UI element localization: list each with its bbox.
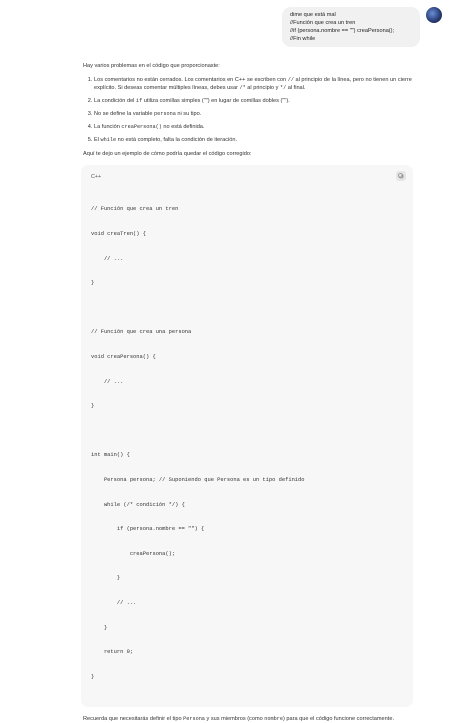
issue-text: no está definida. bbox=[161, 124, 205, 130]
user-avatar[interactable] bbox=[426, 7, 442, 23]
outro-text: y sus miembros (como bbox=[204, 716, 265, 723]
issue-item bbox=[94, 110, 413, 118]
code-block bbox=[81, 165, 413, 707]
issue-item bbox=[94, 76, 413, 92]
example-intro: Aquí te dejo un ejemplo de cómo podría quedar el código corregido: bbox=[83, 151, 252, 157]
code-line: while (/* condición */) { bbox=[91, 501, 185, 508]
issue-item bbox=[94, 97, 413, 105]
code-line bbox=[91, 427, 403, 435]
outro-text: Recuerda que necesitarás definir el tipo bbox=[83, 716, 184, 723]
assistant-outro bbox=[83, 715, 413, 723]
code-line: } bbox=[91, 624, 108, 631]
code-line bbox=[91, 304, 403, 312]
code-line: } bbox=[91, 673, 95, 680]
user-message-row bbox=[282, 7, 442, 47]
code-line: // Función que crea un tren bbox=[91, 206, 179, 213]
code-content bbox=[91, 189, 403, 697]
inline-code: Persona bbox=[183, 716, 205, 723]
issue-item bbox=[94, 123, 413, 131]
inline-code: creaPersona() bbox=[121, 124, 162, 130]
code-line: return 0; bbox=[91, 649, 134, 656]
code-line: if (persona.nombre == "") { bbox=[91, 526, 205, 533]
assistant-message bbox=[83, 62, 413, 723]
inline-code: persona bbox=[154, 111, 176, 117]
issue-text: al final. bbox=[286, 85, 306, 91]
code-line: creaPersona(); bbox=[91, 550, 176, 557]
inline-code: */ bbox=[279, 85, 287, 91]
code-line: } bbox=[91, 403, 95, 410]
code-line: // ... bbox=[91, 599, 137, 606]
inline-code: // bbox=[287, 77, 294, 83]
inline-code: /* bbox=[239, 85, 246, 91]
issue-text: utiliza comillas simples ("") en lugar de comillas dobles (""). bbox=[142, 98, 290, 104]
inline-code: nombre bbox=[264, 716, 283, 723]
inline-code: if bbox=[135, 98, 143, 104]
issue-text: Los comentarios no están cerrados. Los comentarios en C++ se escriben con bbox=[94, 77, 288, 83]
user-message-line: //if (persona.nombre == "") creaPersona(); bbox=[290, 28, 395, 34]
code-line: // ... bbox=[91, 255, 124, 262]
code-line: } bbox=[91, 280, 95, 287]
issues-list bbox=[83, 76, 413, 144]
issue-text: al principio de la línea, pero no tienen un cierre explícito. Si deseas comentar múltiples líneas, debes usar bbox=[94, 77, 412, 91]
user-message-line: //Función que crea un tren bbox=[290, 20, 356, 26]
issue-text: No se define la variable bbox=[94, 111, 155, 117]
code-line: } bbox=[91, 575, 121, 582]
issue-text: La condición del bbox=[94, 98, 136, 104]
code-line: void creaPersona() { bbox=[91, 353, 156, 360]
code-line: // Función que crea una persona bbox=[91, 329, 192, 336]
inline-code: while bbox=[100, 137, 117, 143]
copy-icon bbox=[398, 173, 404, 179]
user-message-line: dime que está mal bbox=[290, 12, 336, 18]
outro-text: ) para que el código funcione correctamente. bbox=[282, 716, 394, 723]
assistant-intro: Hay varios problemas en el código que proporcionaste: bbox=[83, 63, 220, 69]
issue-item bbox=[94, 136, 413, 144]
code-line: void creaTren() { bbox=[91, 231, 146, 237]
copy-code-button[interactable] bbox=[396, 171, 406, 181]
issue-text: no está completo, falta la condición de iteración. bbox=[116, 137, 238, 143]
user-message-bubble bbox=[282, 7, 420, 47]
issue-text: La función bbox=[94, 124, 122, 130]
code-line: Persona persona; // Suponiendo que Persona es un tipo definido bbox=[91, 476, 305, 483]
code-language-label: C++ bbox=[91, 174, 102, 180]
issue-text: al principio y bbox=[245, 85, 280, 91]
code-line: int main() { bbox=[91, 452, 130, 459]
issue-text: ni su tipo. bbox=[175, 111, 202, 117]
user-message-line: //Fin while bbox=[290, 36, 316, 42]
issue-text: El bbox=[94, 137, 101, 143]
code-line: // ... bbox=[91, 378, 124, 385]
